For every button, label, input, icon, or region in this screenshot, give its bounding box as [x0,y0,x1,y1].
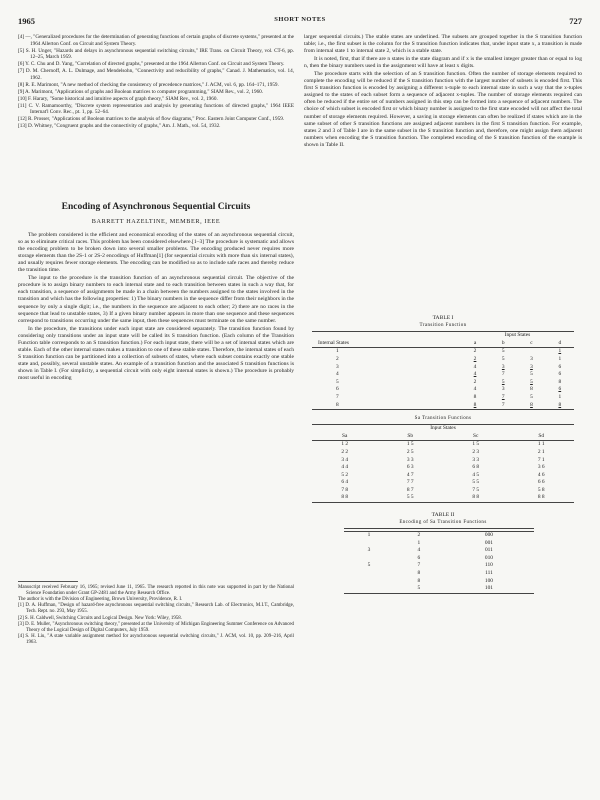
table-row [312,379,574,387]
table-cell: 100 [484,577,493,584]
table-cell: 000 [484,532,493,539]
reference-item: [6] Y. C. Chu and D. Yang, "Correlation of directed graphs," presented at the 1964 Allerton Conf. on Circuit and System Theory. [18,61,285,67]
table-cell: 5 8 [537,486,545,493]
reference-item: [11] C. V. Ramamoorthy, "Discrete system representation and analysis by generating functions of directed graphs," 1964 IEEE Internat'l Conv. Rec., pt. 1, pp. 52–64. [18,102,294,115]
table-row [312,394,574,402]
table-cell: 5 [394,585,444,593]
table-cell: 7 8 [341,486,349,493]
table-cell: 8 8 [509,494,575,502]
table1b-col-header: Sd [509,433,575,441]
table1b [312,424,574,503]
table2-caption [304,512,582,526]
table-row [312,472,574,480]
table-cell: 8 [558,378,562,385]
table-row [344,547,534,555]
table-cell: 7 7 [406,479,414,486]
table-cell: 3 [530,363,533,370]
table-cell: 5 5 [378,494,444,502]
footnote: [1] D. A. Huffman, "Design of hazard-free asynchronous sequential switching circuits," Research Lab. of Electronics, M.I.T., Cambridge, Tech. Rept. no. 293, May 1955. [18,603,294,615]
table-cell: 1 2 [341,441,349,448]
article-title: Encoding of Asynchronous Sequential Circuits [61,202,251,212]
footnote: The author is with the Division of Engineering, Brown University, Providence, R. I. [18,597,183,603]
table-cell: 5 5 [472,479,480,486]
table-cell [344,555,394,563]
table-cell [344,577,394,585]
page-header [18,16,582,30]
body-paragraph: It is noted, first, that if there are n states in the state diagram and if x is the smallest integer greater than or equal to log n, then the binary numbers used in the assignment will have at least x digits. [304,56,582,70]
table-cell: 7 [501,371,505,378]
table-cell: 4 [336,371,339,378]
table-cell: 2 3 [472,448,480,455]
body-paragraph: In the procedure, the transitions under each input state are considered separately. The transition function found by considering only transitions under an input state will be called its S transition function. (Each column of the Transition Function table corresponds to an S transition function.) For each input state, there will be a set of internal states which are stable. Each of the other internal states makes a transition to one of these stable states. Therefore, the internal states of each S transition function can be partitioned into a collection of subsets of states, where each subset contains exactly one stable state and, possibly, several unstable states. An example of a transition function and the associated S transition functions is shown in Table I. (For simplicity, a sequential circuit with only eight internal states is shown.) The procedure is probably most useful in encoding [18,325,294,381]
table-row [344,555,534,563]
table-cell: 6 [558,386,562,393]
reference-item: [13] D. Whitney, "Congruent graphs and the connectivity of graphs," Am. J. Math., vol. 54, 1932. [18,123,221,129]
table-row [344,585,534,593]
table-cell: 7 [336,393,339,400]
table-row [312,386,574,394]
table1b-title: Sa Transition Functions [414,415,472,421]
table-row [344,570,534,578]
table-cell: 8 [461,401,489,409]
table-cell: 1 [367,532,371,539]
table-cell: 3 [501,386,505,393]
table-cell: 6 6 [537,479,545,486]
footnote-divider [18,581,78,582]
table-cell: 5 [530,378,533,385]
table-cell: 6 3 [406,464,414,471]
table-cell: 8 8 [443,494,509,502]
table1b-col-header: Sb [378,433,444,441]
table-cell: 5 [367,562,371,569]
table1-caption [304,315,582,329]
table-cell: 4 7 [406,471,414,478]
table-cell: 2 2 [341,448,349,455]
table-cell: 1 [336,348,339,355]
table-cell: 6 [558,363,562,370]
table2-title: Encoding of Sa Transition Functions [399,519,487,525]
table1-col-header: d [546,340,574,348]
body-paragraph: The input to the procedure is the transition function of an asynchronous sequential circuit. The objective of the procedure is to assign binary numbers to each internal state and to each transition between states in such a way that, for each transition, a sequence of assignments be made in a chain between the numbers assigned to the states involved in the transition and which has the following properties: 1) The binary numbers in the sequence differ from their neighbors in the sequence by only a single digit; i.e., the numbers in the sequence are adjacent to each other; 2) there are no races in the sequence that lead to unstable states, 3) If a given binary number appears in more than one sequence and these sequences correspond to transitions occurring under the same input, then these sequences must terminate on the same number. [18,275,294,324]
table-cell: 101 [444,585,534,593]
table-cell: 6 [417,554,421,561]
footnote: [2] S. H. Caldwell, Switching Circuits and Logical Design. New York: Wiley, 1958. [18,615,182,621]
table-row [312,363,574,371]
table-cell: 8 [517,401,545,409]
table-cell: 2 [417,532,421,539]
table-row [344,562,534,570]
table-cell: 4 [417,547,421,554]
table-cell: 4 [473,371,477,378]
table2 [344,528,534,594]
table-cell: 8 [546,401,574,409]
table-row [344,577,534,585]
table-cell: 7 [501,393,505,400]
table1b-group-header: Input States [312,424,574,432]
table1b-col-header: Sc [443,433,509,441]
table-cell: 3 3 [406,456,414,463]
table-row [312,371,574,379]
table-cell: 6 [558,371,562,378]
table-row [344,531,534,539]
table-cell: 5 [530,393,533,400]
table-cell: 111 [485,570,493,577]
table-cell: 010 [484,554,493,561]
table1-label: TABLE I [432,315,454,321]
table2-label: TABLE II [431,511,455,518]
table-cell: 5 [501,348,505,355]
table-cell: 1 1 [537,441,545,448]
right-column [304,34,582,594]
table-cell: 8 [417,570,421,577]
reference-item: [8] R. E. Marimont, "A new method of checking the consistency of precedence matrices," J. ACM, vol. 6, pp. 164–171, 1959. [18,81,279,88]
table-row [344,539,534,547]
table-cell: 2 [473,355,477,362]
table-cell: 001 [484,539,493,546]
table1b-caption [304,415,582,422]
table-cell: 8 8 [312,494,378,502]
table-row [312,449,574,457]
table-cell: 3 [501,363,505,370]
reference-item: [10] F. Harary, "Some historical and intuitive aspects of graph theory," SIAM Rev., vol. 2, 1960. [18,95,218,102]
table-cell: 5 2 [341,471,349,478]
running-head: SHORT NOTES [274,16,326,23]
table-cell [344,570,394,578]
table-cell: 7 [489,401,517,409]
table-cell: 5 [336,378,339,385]
reference-item: [12] R. Prosser, "Applications of Boolean matrices to the analysis of flow diagrams," Proc. Eastern Joint Computer Conf., 1959. [18,116,285,122]
table-cell: 110 [484,562,493,569]
table-cell: 5 [501,355,505,362]
table-cell: 8 [530,386,533,393]
table-cell: 3 3 [472,456,480,463]
table-cell: 7 1 [537,456,545,463]
table-cell: 2 1 [537,448,545,455]
left-column [18,34,294,646]
table-cell: 011 [484,547,493,554]
page-year: 1965 [18,16,35,26]
table-cell: 2 [336,355,339,362]
table-cell: 4 4 [341,464,349,471]
table1-group-header: Input States [461,332,574,340]
table1-col-header: c [517,340,545,348]
article-body-right [304,34,582,309]
table-cell: 4 5 [472,471,480,478]
table-cell: 2 [473,378,477,385]
table-cell: 2 [473,348,477,355]
table-cell: 7 [417,562,421,569]
table-cell: 3 6 [537,464,545,471]
footnotes [18,585,294,646]
table1 [312,331,574,410]
table-row [312,494,574,502]
table-cell: 4 6 [537,471,545,478]
article-body-left [18,232,294,577]
table-cell: 8 [473,393,477,400]
table-cell: 3 [367,547,371,554]
table-cell: 3 [530,355,533,362]
table-row [312,401,574,409]
table-row [312,487,574,495]
reference-item: [4] —, "Generalized procedures for the determination of generating functions of certain graphs of discrete systems," presented at the 1964 Allerton Conf. on Circuit and System Theory. [18,34,294,47]
table-cell: 7 5 [472,486,480,493]
table-cell: 6 [336,386,339,393]
table-cell: 1 [417,539,421,546]
table-cell: 5 [530,371,533,378]
table-cell: 6 4 [341,479,349,486]
table-cell [344,585,394,593]
reference-item: [7] D. M. Chernoff, A. L. Dulmage, and Mendelsohn, "Connectivity and reducibility of graphs," Canad. J. Mathematics, vol. 14, 1962. [18,68,294,81]
table-cell: 8 7 [406,486,414,493]
page-number: 727 [569,16,582,26]
table-cell: 3 4 [341,456,349,463]
table-row [312,441,574,449]
reference-item: [9] A. Marimont, "Applications of graphs and Boolean matrices to computer programming," SIAM Rev., vol. 2, 1960. [18,88,264,95]
table-cell [517,348,545,356]
table-row [312,456,574,464]
table-cell: 6 8 [472,464,480,471]
body-paragraph: The procedure starts with the selection of an S transition function. Often the number of storage elements required to complete the encoding will be reduced if the S transition function with the largest number of subsets is encoded first. This first S transition function is encoded by assigning a different x-tuple to each internal state in such a way that the x-tuples assigned to the states of each subset form a sequence of adjacent x-tuples. The number of storage elements required can often be reduced if the entire set of numbers assigned in this step can be formed into a sequence of adjacent numbers. The choice of which subset is encoded first or which binary number is assigned to the first state encoded will not affect the total number of storage elements required. However, a saving in storage elements can often be realized if states which are in the same subset of other S transition functions are assigned adjacent numbers in the first S transition function. For example, states 2 and 3 of Table I are in the same subset in the S transition function and, therefore, one might assign them adjacent numbers when encoding the S transition function. The completed encoding of the S transition function of the example is shown in Table II. [304,71,582,148]
table-cell: 4 [473,386,477,393]
table-cell [344,539,394,547]
body-paragraph: The problem considered is the efficient and economical encoding of the states of an asynchronous sequential circuit, so as to eliminate critical races. This problem has been considered elsewhere.[1–3] The procedure is systematic and allows the encoding problem to be broken down into several smaller problems. The encoding produced never requires more storage elements than the 2S-1 or 2S-2 encodings of Huffman[1] (for sequential circuits with more than six internal states), and usually requires fewer storage elements. The encoding can be modified so as to include safe races and thereby reduce the transition time. [18,232,294,274]
footnote: [4] S. H. Liu, "A state variable assignment method for asynchronous sequential switching circuits," J. ACM, vol. 10, pp. 209–216, April 1963. [18,633,294,645]
table-row [312,348,574,356]
table-cell: 1 [558,393,562,400]
table-cell: 4 [473,363,477,370]
table-row [312,479,574,487]
table-cell: 8 [312,401,461,409]
reference-list [18,34,294,194]
reference-item: [5] S. H. Unger, "Hazards and delays in asynchronous sequential switching circuits," IRE Trans. on Circuit Theory, vol. CT-6, pp. 12–25, March 1959. [18,47,294,60]
footnote: [3] D. E. Muller, "Asynchronous switching theory," presented at the University of Michigan Engineering Summer Conference on Advanced Theory of the Logical Design of Digital Computers, July 1959. [18,621,294,633]
table-cell: 1 [558,348,562,355]
table-cell: 1 [558,355,562,362]
table1-col-header: a [461,340,489,348]
body-paragraph: larger sequential circuits.) The stable states are underlined. The subsets are grouped together in the S transition function table; i.e., the first subset is the column for the S transition function indicates that, under input state x, a transition is made from internal state 1 to internal state 2, which is a stable state. [304,34,582,55]
table-cell: 1 5 [406,441,414,448]
table1b-col-header: Sa [312,433,378,441]
table-cell: 1 5 [472,441,480,448]
table-cell: 3 [336,363,339,370]
article-author: BARRETT HAZELTINE, MEMBER, IEEE [91,218,221,225]
table1-stub-header: Internal States [312,332,461,348]
table1-col-header: b [489,340,517,348]
table1-title: Transition Function [419,323,467,328]
table-row [312,356,574,364]
table-cell: 5 [501,378,505,385]
table-row [312,464,574,472]
table-cell: 8 [417,577,421,584]
footnote: Manuscript received February 16, 1965; revised June 11, 1965. The research reported in this note was supported in part by the National Science Foundation under Grant GP-2481 and the Army Research Office. [18,585,294,597]
table-cell: 2 5 [406,448,414,455]
